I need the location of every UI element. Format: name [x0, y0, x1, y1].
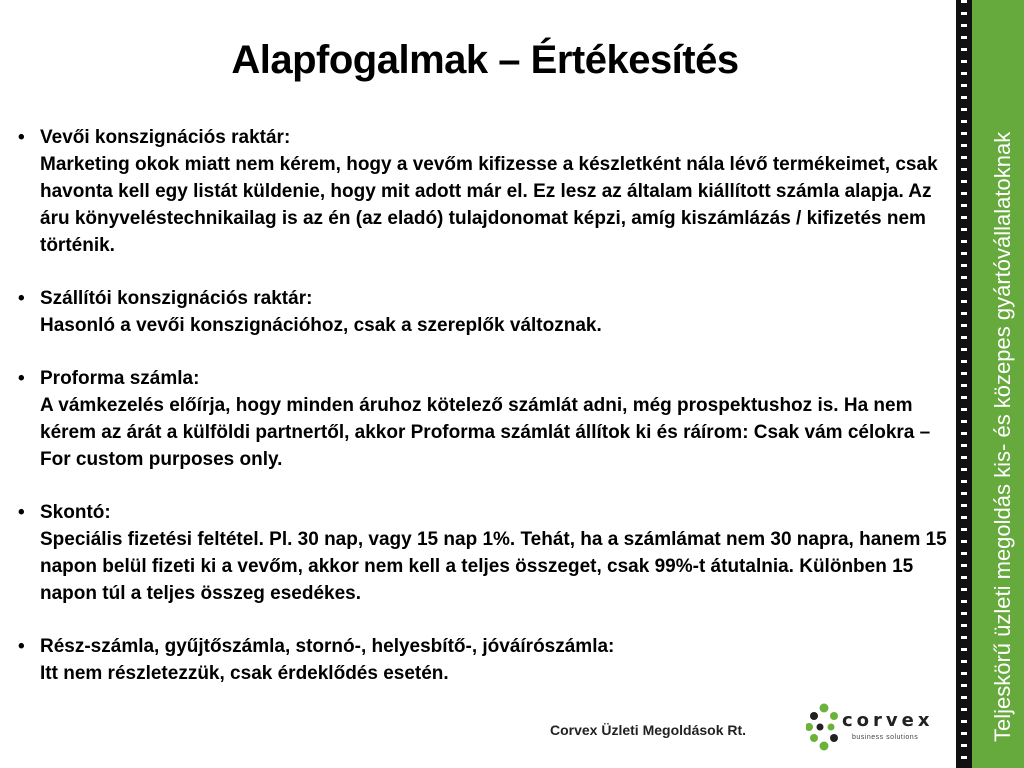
sidebar-dotted-line — [961, 0, 967, 768]
list-item-text: Hasonló a vevői konszignációhoz, csak a szereplők változnak. — [40, 315, 602, 336]
logo-wordmark: corvex — [842, 710, 934, 731]
list-item-title: Proforma számla: — [40, 368, 200, 389]
list-item-title: Szállítói konszignációs raktár: — [40, 288, 313, 309]
bullet-list — [18, 124, 948, 713]
bullet-icon: • — [18, 127, 25, 148]
footer-company-name: Corvex Üzleti Megoldások Rt. — [550, 722, 747, 738]
list-item — [18, 365, 948, 473]
list-item-title: Vevői konszignációs raktár: — [40, 127, 291, 148]
list-item-title: Rész-számla, gyűjtőszámla, stornó-, helyesbítő-, jóváírószámla: — [40, 636, 615, 657]
list-item-text: Itt nem részletezzük, csak érdeklődés esetén. — [40, 663, 449, 684]
list-item — [18, 499, 948, 607]
corvex-logo — [806, 702, 934, 752]
bullet-icon: • — [18, 636, 25, 657]
list-item-text: Marketing okok miatt nem kérem, hogy a vevőm kifizesse a készletként nála lévő termékeimet, csak havonta kell egy listát küldenie, hogy mit adott már el. Ez lesz az általam kiállított számla alapja. Az áru könyveléstechnikailag is az én (az eladó) tulajdonomat képzi, amíg kiszámlázás / kifizetés nem történik. — [40, 154, 938, 256]
list-item-text: Speciális fizetési feltétel. Pl. 30 nap, vagy 15 nap 1%. Tehát, ha a számlámat nem 30 napra, hanem 15 napon belül fizeti ki a vevőm, akkor nem kell a teljes összeget, csak 99%-t átutalnia. Különben 15 napon túl a teljes összeg esedékes. — [40, 529, 947, 604]
list-item-title: Skontó: — [40, 502, 111, 523]
page-title: Alapfogalmak – Értékesítés — [231, 38, 739, 82]
bullet-icon: • — [18, 502, 25, 523]
bullet-icon: • — [18, 368, 25, 389]
logo-tagline: business solutions — [852, 734, 919, 741]
list-item — [18, 124, 948, 259]
green-sidebar — [956, 0, 1024, 768]
bullet-icon: • — [18, 288, 25, 309]
list-item — [18, 285, 948, 339]
logo-dots-icon — [806, 702, 842, 752]
sidebar-slogan: Teljeskörű üzleti megoldás kis- és közepes gyártóvállalatoknak — [990, 131, 1015, 742]
list-item-text: A vámkezelés előírja, hogy minden áruhoz kötelező számlát adni, még prospektushoz is. Ha nem kérem az árát a külföldi partnertől, akkor Proforma számlát állítok ki és ráírom: Csak vám célokra – For custom purposes only. — [40, 395, 931, 470]
list-item — [18, 633, 948, 687]
